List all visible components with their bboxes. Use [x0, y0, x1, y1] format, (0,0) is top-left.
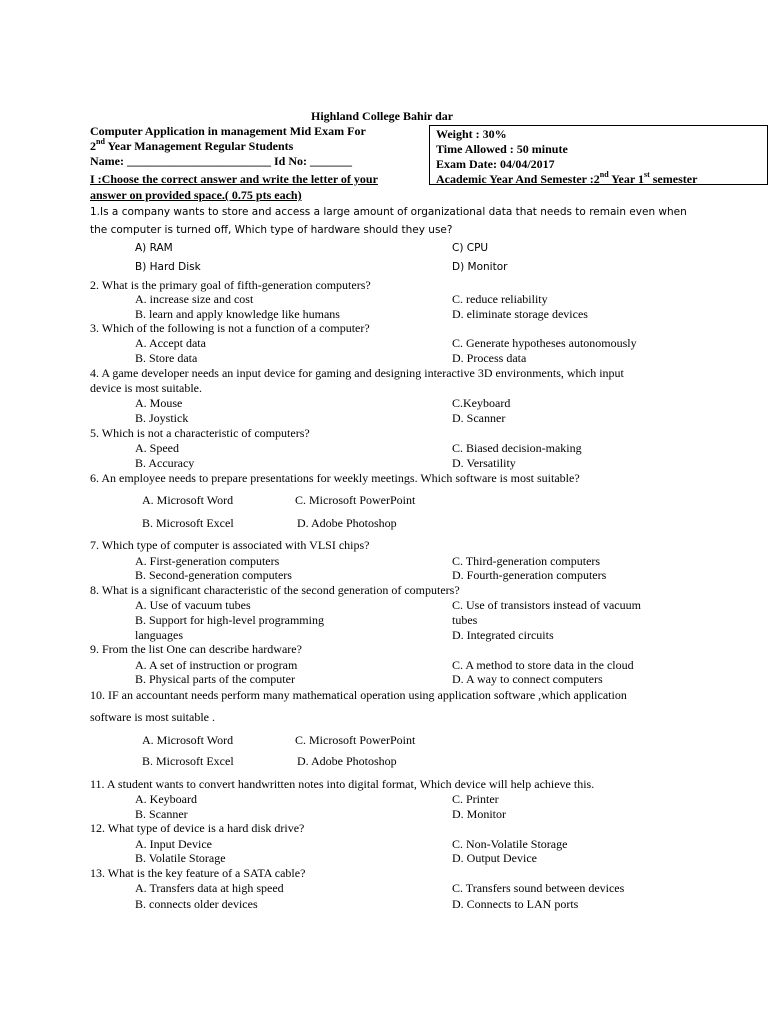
- question-1-option-a: A) RAM: [135, 242, 173, 254]
- question-9: 9. From the list One can describe hardware?: [90, 642, 302, 656]
- year-number: 2: [90, 139, 96, 153]
- question-10-line-1: 10. IF an accountant needs perform many mathematical operation using application software ,which application: [90, 688, 627, 702]
- question-8-option-a: A. Use of vacuum tubes: [135, 598, 251, 612]
- academic-semester: [436, 172, 761, 187]
- question-11-option-d: D. Monitor: [452, 807, 506, 821]
- question-8-option-c-line-2: tubes: [452, 613, 478, 627]
- question-10-option-c: C. Microsoft PowerPoint: [295, 733, 416, 747]
- question-5-option-a: A. Speed: [135, 441, 179, 455]
- year-rest: Year Management Regular Students: [104, 139, 294, 153]
- instruction-line-2: answer on provided space.( 0.75 pts each): [90, 188, 302, 202]
- question-12-option-a: A. Input Device: [135, 837, 212, 851]
- question-3-option-a: A. Accept data: [135, 336, 206, 350]
- exam-title: Computer Application in management Mid Exam For: [90, 124, 366, 138]
- question-9-option-c: C. A method to store data in the cloud: [452, 658, 634, 672]
- time-allowed: Time Allowed : 50 minute: [436, 142, 568, 156]
- semester-sup-1: nd: [599, 170, 609, 179]
- question-7-option-b: B. Second-generation computers: [135, 568, 292, 582]
- question-11-option-a: A. Keyboard: [135, 792, 197, 806]
- question-3-option-b: B. Store data: [135, 351, 198, 365]
- question-12-option-c: C. Non-Volatile Storage: [452, 837, 568, 851]
- question-1-option-c: C) CPU: [452, 242, 489, 254]
- weight: Weight : 30%: [436, 127, 507, 141]
- question-9-option-b: B. Physical parts of the computer: [135, 672, 295, 686]
- question-6: 6. An employee needs to prepare presentations for weekly meetings. Which software is most suitable?: [90, 471, 580, 485]
- question-12: 12. What type of device is a hard disk drive?: [90, 821, 305, 835]
- semester-part-b: Year 1: [608, 172, 644, 186]
- question-5-option-d: D. Versatility: [452, 456, 516, 470]
- question-6-option-b: B. Microsoft Excel: [142, 516, 234, 530]
- semester-sup-2: st: [643, 170, 650, 179]
- question-1-line-1: 1.Is a company wants to store and access a large amount of organizational data that needs to remain even when: [90, 206, 687, 218]
- question-4-option-b: B. Joystick: [135, 411, 189, 425]
- question-1-option-b: B) Hard Disk: [135, 261, 201, 273]
- target-students: [90, 139, 293, 154]
- question-4-option-c: C.Keyboard: [452, 396, 511, 410]
- question-6-option-a: A. Microsoft Word: [142, 493, 234, 507]
- question-2: 2. What is the primary goal of fifth-generation computers?: [90, 278, 371, 292]
- question-7-option-d: D. Fourth-generation computers: [452, 568, 607, 582]
- question-13-option-a: A. Transfers data at high speed: [135, 881, 284, 895]
- college-title: Highland College Bahir dar: [311, 109, 454, 123]
- question-2-option-c: C. reduce reliability: [452, 292, 548, 306]
- question-7-option-a: A. First-generation computers: [135, 554, 280, 568]
- question-12-option-d: D. Output Device: [452, 851, 537, 865]
- question-8-option-b-line-2: languages: [135, 628, 183, 642]
- question-9-option-d: D. A way to connect computers: [452, 672, 603, 686]
- question-4-line-1: 4. A game developer needs an input device for gaming and designing interactive 3D environments, which input: [90, 366, 624, 380]
- question-10-option-d: D. Adobe Photoshop: [297, 754, 397, 768]
- question-8-option-c-line-1: C. Use of transistors instead of vacuum: [452, 598, 641, 612]
- question-7: 7. Which type of computer is associated with VLSI chips?: [90, 538, 370, 552]
- question-2-option-a: A. increase size and cost: [135, 292, 254, 306]
- question-9-option-a: A. A set of instruction or program: [135, 658, 298, 672]
- question-6-option-d: D. Adobe Photoshop: [297, 516, 397, 530]
- instruction-line-1: I :Choose the correct answer and write the letter of your: [90, 172, 378, 186]
- question-4-option-a: A. Mouse: [135, 396, 183, 410]
- question-2-option-d: D. eliminate storage devices: [452, 307, 588, 321]
- question-1-option-d: D) Monitor: [452, 261, 508, 273]
- question-11-option-c: C. Printer: [452, 792, 499, 806]
- question-5-option-c: C. Biased decision-making: [452, 441, 582, 455]
- question-3: 3. Which of the following is not a function of a computer?: [90, 321, 370, 335]
- semester-part-c: semester: [649, 172, 698, 186]
- question-6-option-c: C. Microsoft PowerPoint: [295, 493, 416, 507]
- question-13-option-d: D. Connects to LAN ports: [452, 897, 579, 911]
- question-13-option-b: B. connects older devices: [135, 897, 258, 911]
- question-8: 8. What is a significant characteristic of the second generation of computers?: [90, 583, 460, 597]
- question-4-line-2: device is most suitable.: [90, 381, 202, 395]
- question-10-option-a: A. Microsoft Word: [142, 733, 234, 747]
- question-12-option-b: B. Volatile Storage: [135, 851, 226, 865]
- question-4-option-d: D. Scanner: [452, 411, 506, 425]
- question-11-option-b: B. Scanner: [135, 807, 188, 821]
- question-8-option-b-line-1: B. Support for high-level programming: [135, 613, 324, 627]
- question-10-line-2: software is most suitable .: [90, 710, 215, 724]
- semester-part-a: Academic Year And Semester :2: [436, 172, 600, 186]
- question-10-option-b: B. Microsoft Excel: [142, 754, 234, 768]
- exam-info-box: [429, 125, 768, 185]
- question-2-option-b: B. learn and apply knowledge like humans: [135, 307, 340, 321]
- question-3-option-c: C. Generate hypotheses autonomously: [452, 336, 637, 350]
- question-7-option-c: C. Third-generation computers: [452, 554, 601, 568]
- question-11: 11. A student wants to convert handwritten notes into digital format, Which device will help achieve this.: [90, 777, 595, 791]
- question-13-option-c: C. Transfers sound between devices: [452, 881, 625, 895]
- question-5: 5. Which is not a characteristic of computers?: [90, 426, 310, 440]
- name-id-line: Name: ________________________ Id No: _______: [90, 154, 352, 168]
- question-1-line-2: the computer is turned off, Which type of hardware should they use?: [90, 224, 453, 236]
- question-13: 13. What is the key feature of a SATA cable?: [90, 866, 306, 880]
- year-suffix: nd: [96, 137, 105, 146]
- exam-date: Exam Date: 04/04/2017: [436, 157, 555, 171]
- question-8-option-d: D. Integrated circuits: [452, 628, 554, 642]
- question-3-option-d: D. Process data: [452, 351, 527, 365]
- question-5-option-b: B. Accuracy: [135, 456, 195, 470]
